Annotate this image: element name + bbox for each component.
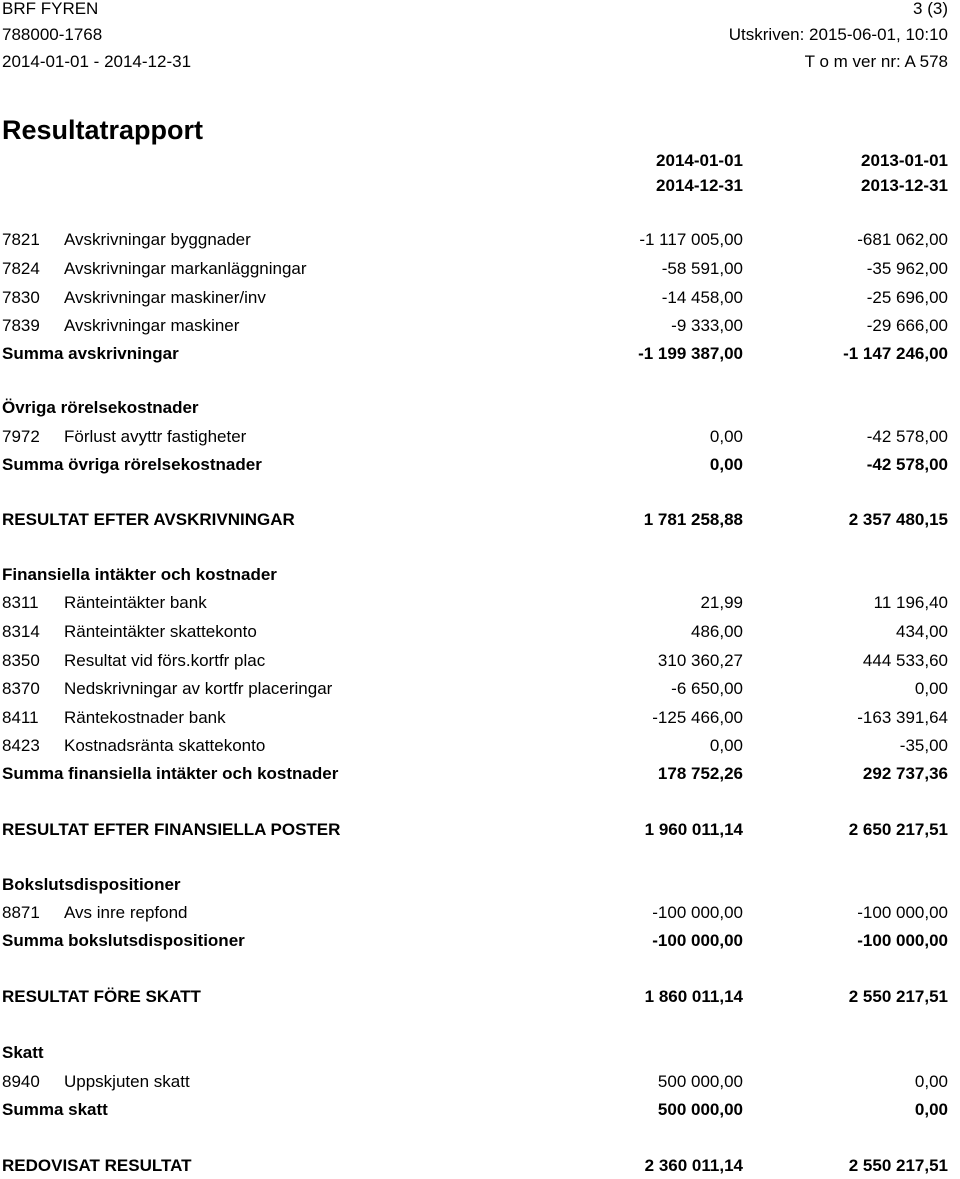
header-line-3 (2, 50, 948, 74)
previous-year-value: 2 650 217,51 (848, 820, 948, 839)
previous-year-value: -100 000,00 (857, 931, 948, 950)
row-label: Summa bokslutsdispositioner (2, 931, 245, 950)
current-year-value: 21,99 (700, 593, 743, 612)
previous-year-value: -681 062,00 (857, 230, 948, 249)
section-heading (0, 873, 960, 897)
header-line-2 (2, 23, 948, 47)
table-row (0, 591, 960, 615)
row-label: Avskrivningar byggnader (64, 230, 251, 249)
current-year-value: 0,00 (709, 427, 743, 446)
current-year-value: 1 860 011,14 (644, 987, 743, 1006)
section-heading (0, 563, 960, 587)
previous-year-value: -100 000,00 (857, 903, 948, 922)
account-number: 8423 (2, 736, 40, 755)
current-year-value: -100 000,00 (652, 931, 743, 950)
account-number: 8411 (2, 708, 39, 727)
current-year-value: 178 752,26 (657, 764, 743, 783)
current-year-value: -1 199 387,00 (638, 344, 743, 363)
current-year-value: 1 781 258,88 (643, 510, 743, 529)
table-row (0, 286, 960, 310)
previous-year-value: -25 696,00 (866, 288, 948, 307)
column-1-from: 2014-01-01 (656, 151, 743, 170)
current-year-value: -14 458,00 (661, 288, 743, 307)
subtotal-row (0, 342, 960, 366)
page-number: 3 (3) (913, 0, 948, 18)
row-label: Avskrivningar maskiner/inv (64, 288, 266, 307)
row-label: Kostnadsränta skattekonto (64, 736, 266, 755)
account-number: 8871 (2, 903, 40, 922)
current-year-value: 0,00 (709, 736, 743, 755)
current-year-value: 1 960 011,14 (644, 820, 743, 839)
account-number: 7830 (2, 288, 40, 307)
current-year-value: -125 466,00 (652, 708, 743, 727)
account-number: 8314 (2, 622, 40, 641)
row-label: RESULTAT EFTER AVSKRIVNINGAR (2, 510, 295, 529)
table-row (0, 425, 960, 449)
row-label: Summa övriga rörelsekostnader (2, 455, 262, 474)
row-label: RESULTAT EFTER FINANSIELLA POSTER (2, 820, 341, 839)
printed-timestamp: Utskriven: 2015-06-01, 10:10 (728, 25, 948, 44)
current-year-value: -1 117 005,00 (639, 230, 743, 249)
report-period: 2014-01-01 - 2014-12-31 (2, 52, 192, 71)
previous-year-value: 0,00 (914, 679, 948, 698)
org-name: BRF FYREN (2, 0, 99, 18)
table-row (0, 649, 960, 673)
row-label: Bokslutsdispositioner (2, 875, 181, 894)
result-row (0, 985, 960, 1009)
previous-year-value: 11 196,40 (873, 593, 948, 612)
current-year-value: 486,00 (691, 622, 743, 641)
previous-year-value: 0,00 (914, 1072, 948, 1091)
current-year-value: -9 333,00 (671, 316, 743, 335)
section-heading (0, 1041, 960, 1065)
previous-year-value: 0,00 (914, 1100, 948, 1119)
row-label: REDOVISAT RESULTAT (2, 1156, 192, 1175)
previous-year-value: 2 357 480,15 (848, 510, 948, 529)
row-label: Avs inre repfond (64, 903, 188, 922)
previous-year-value: 2 550 217,51 (848, 987, 948, 1006)
account-number: 8350 (2, 651, 40, 670)
table-row (0, 228, 960, 252)
result-row (0, 818, 960, 842)
row-label: Förlust avyttr fastigheter (64, 427, 247, 446)
subtotal-row (0, 1098, 960, 1122)
result-row (0, 508, 960, 532)
column-1-to: 2014-12-31 (656, 176, 743, 195)
table-row (0, 901, 960, 925)
table-row (0, 677, 960, 701)
current-year-value: -58 591,00 (661, 259, 743, 278)
subtotal-row (0, 762, 960, 786)
previous-year-value: -29 666,00 (866, 316, 948, 335)
section-heading (0, 396, 960, 420)
column-2-from: 2013-01-01 (861, 151, 948, 170)
subtotal-row (0, 929, 960, 953)
row-label: Avskrivningar markanläggningar (64, 259, 307, 278)
account-number: 7821 (2, 230, 40, 249)
row-label: RESULTAT FÖRE SKATT (2, 987, 201, 1006)
account-number: 8370 (2, 679, 40, 698)
final-result-row (0, 1154, 960, 1178)
current-year-value: 0,00 (709, 455, 743, 474)
column-2-to: 2013-12-31 (861, 176, 948, 195)
account-number: 8940 (2, 1072, 40, 1091)
table-row (0, 257, 960, 281)
current-year-value: 500 000,00 (657, 1072, 743, 1091)
previous-year-value: 292 737,36 (862, 764, 948, 783)
current-year-value: 500 000,00 (657, 1100, 743, 1119)
current-year-value: 310 360,27 (657, 651, 743, 670)
table-row (0, 706, 960, 730)
table-row (0, 314, 960, 338)
account-number: 7972 (2, 427, 40, 446)
previous-year-value: -42 578,00 (866, 455, 948, 474)
subtotal-row (0, 453, 960, 477)
previous-year-value: 444 533,60 (862, 651, 948, 670)
table-row (0, 620, 960, 644)
table-row (0, 734, 960, 758)
account-number: 7824 (2, 259, 40, 278)
previous-year-value: -35 962,00 (866, 259, 948, 278)
account-number: 8311 (2, 593, 39, 612)
row-label: Ränteintäkter skattekonto (64, 622, 257, 641)
table-row (0, 1070, 960, 1094)
row-label: Summa skatt (2, 1100, 108, 1119)
previous-year-value: 434,00 (896, 622, 948, 641)
row-label: Ränteintäkter bank (64, 593, 207, 612)
row-label: Finansiella intäkter och kostnader (2, 565, 277, 584)
row-label: Summa finansiella intäkter och kostnader (2, 764, 339, 783)
row-label: Övriga rörelsekostnader (2, 398, 199, 417)
row-label: Nedskrivningar av kortfr placeringar (64, 679, 333, 698)
previous-year-value: -35,00 (899, 736, 948, 755)
org-number: 788000-1768 (2, 25, 103, 44)
report-title: Resultatrapport (2, 115, 204, 145)
previous-year-value: -163 391,64 (857, 708, 948, 727)
previous-year-value: -42 578,00 (866, 427, 948, 446)
row-label: Avskrivningar maskiner (64, 316, 240, 335)
row-label: Räntekostnader bank (64, 708, 226, 727)
account-number: 7839 (2, 316, 40, 335)
current-year-value: 2 360 011,14 (644, 1156, 743, 1175)
version-number: T o m ver nr: A 578 (804, 52, 948, 71)
row-label: Uppskjuten skatt (64, 1072, 190, 1091)
current-year-value: -100 000,00 (652, 903, 743, 922)
previous-year-value: 2 550 217,51 (848, 1156, 948, 1175)
row-label: Summa avskrivningar (2, 344, 179, 363)
row-label: Resultat vid förs.kortfr plac (64, 651, 266, 670)
header-line-1 (2, 0, 948, 21)
current-year-value: -6 650,00 (671, 679, 743, 698)
row-label: Skatt (2, 1043, 44, 1062)
previous-year-value: -1 147 246,00 (843, 344, 948, 363)
